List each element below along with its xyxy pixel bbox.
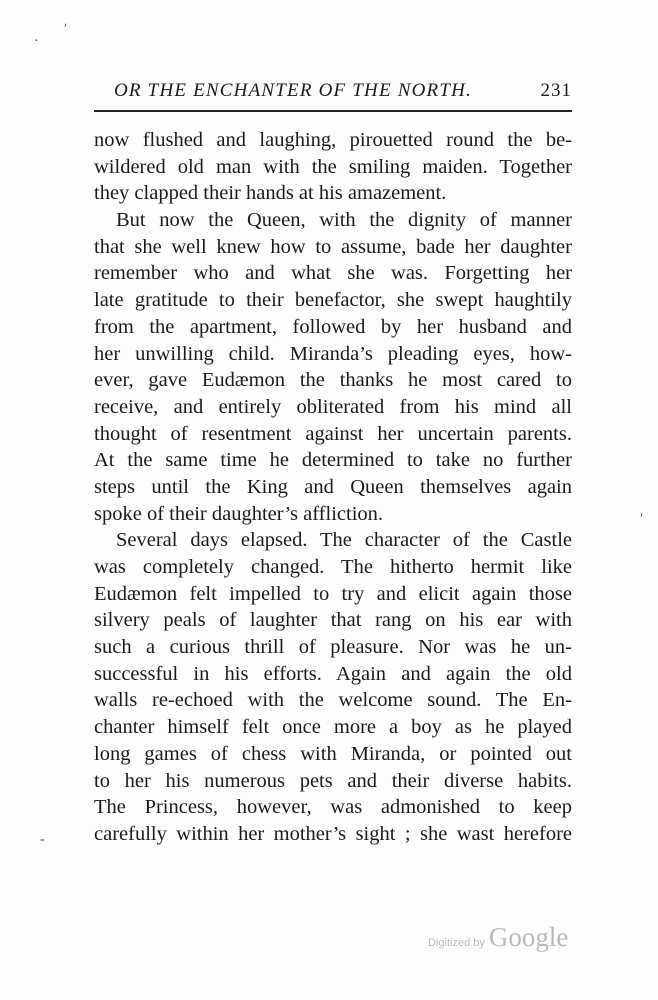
text-line: such a curious thrill of pleasure. Nor was he un- [94,636,572,659]
text-line: carefully within her mother’s sight ; she wast herefore [94,822,572,845]
text-line: Eudæmon felt impelled to try and elicit again those [94,582,572,605]
text-line: silvery peals of laughter that rang on his ear with [94,609,572,632]
text-line: successful in his efforts. Again and again the old [94,662,572,685]
text-line: they clapped their hands at his amazement. [94,182,447,205]
text-line: late gratitude to their benefactor, she swept haughtily [94,289,572,312]
text-line: receive, and entirely obliterated from his mind all [94,395,572,418]
scan-speck-mark: ʹ [64,22,68,37]
text-line: from the apartment, followed by her husband and [94,315,572,338]
text-line: that she well knew how to assume, bade her daughter [94,235,572,258]
scan-speck-mark: ʹ [640,512,644,527]
text-line: long games of chess with Miranda, or pointed out [94,742,572,765]
scan-speck-mark: - [40,832,45,847]
text-line: steps until the King and Queen themselves again [94,475,572,498]
text-line: The Princess, however, was admonished to keep [94,796,572,819]
text-line: spoke of their daughter’s affliction. [94,502,384,525]
text-line: chanter himself felt once more a boy as he played [94,716,572,739]
header-rule [94,110,572,112]
text-line: her unwilling child. Miranda’s pleading eyes, how- [94,342,572,365]
text-line: now flushed and laughing, pirouetted round the be- [94,129,572,151]
watermark-brand: Google [488,922,569,952]
text-line: was completely changed. The hitherto hermit like [94,556,572,578]
page-number: 231 [540,80,572,101]
text-line: ever, gave Eudæmon the thanks he most cared to [94,369,572,392]
text-line: At the same time he determined to take no further [94,449,572,472]
watermark-prefix: Digitized by [428,937,485,949]
text-line: But now the Queen, with the dignity of manner [116,209,572,232]
running-title: OR THE ENCHANTER OF THE NORTH. [114,80,472,101]
text-line: walls re-echoed with the welcome sound. The En- [94,689,572,712]
text-line: Several days elapsed. The character of the Castle [116,529,572,552]
text-line: to her his numerous pets and their diverse habits. [94,769,572,792]
text-line: remember who and what she was. Forgetting her [94,262,572,285]
text-line: thought of resentment against her uncertain parents. [94,422,572,445]
body-text [94,127,572,848]
google-watermark [428,922,568,953]
text-line: wildered old man with the smiling maiden. Together [94,155,572,178]
scan-speck-mark: · [34,34,39,49]
running-header [94,80,572,104]
